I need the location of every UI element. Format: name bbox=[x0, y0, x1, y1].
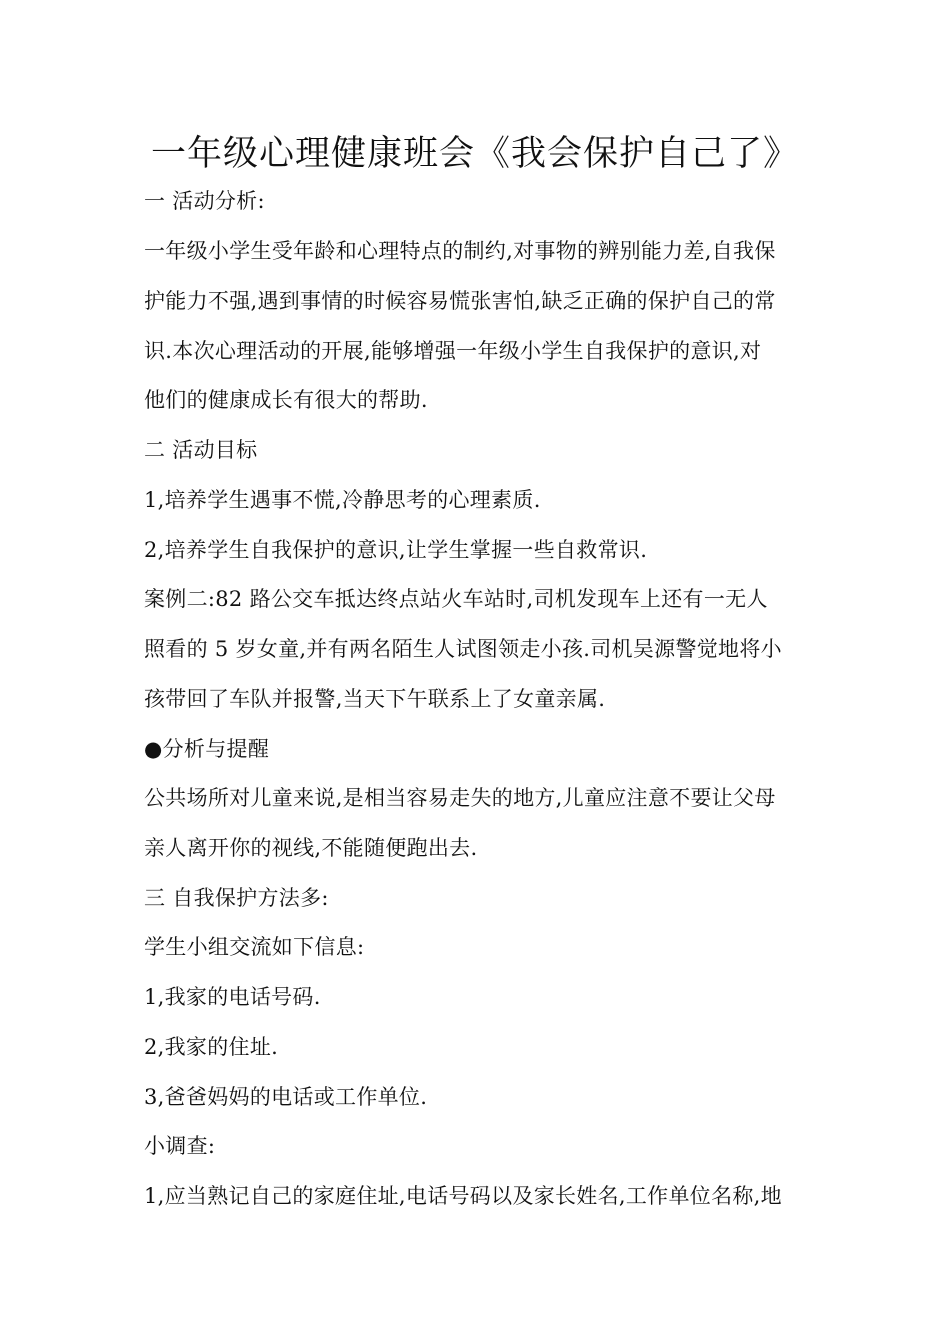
paragraph-line: 亲人离开你的视线,不能随便跑出去. bbox=[144, 836, 478, 860]
list-item: 1,应当熟记自己的家庭住址,电话号码以及家长姓名,工作单位名称,地 bbox=[144, 1184, 782, 1208]
subheading-survey: 小调查: bbox=[144, 1134, 216, 1158]
list-item: 1,培养学生遇事不慌,冷静思考的心理素质. bbox=[144, 488, 541, 512]
list-item: 2,我家的住址. bbox=[144, 1035, 279, 1059]
document-title: 一年级心理健康班会《我会保护自己了》 bbox=[150, 134, 799, 174]
paragraph-line: 照看的 5 岁女童,并有两名陌生人试图领走小孩.司机吴源警觉地将小 bbox=[144, 637, 782, 661]
subheading-analysis-reminder: ●分析与提醒 bbox=[144, 737, 270, 761]
paragraph-line: 孩带回了车队并报警,当天下午联系上了女童亲属. bbox=[144, 687, 606, 711]
list-item: 3,爸爸妈妈的电话或工作单位. bbox=[144, 1085, 428, 1109]
section-heading-analysis: 一 活动分析: bbox=[144, 189, 265, 213]
paragraph-line: 公共场所对儿童来说,是相当容易走失的地方,儿童应注意不要让父母 bbox=[144, 786, 776, 810]
paragraph-line: 护能力不强,遇到事情的时候容易慌张害怕,缺乏正确的保护自己的常 bbox=[144, 289, 776, 313]
section-heading-methods: 三 自我保护方法多: bbox=[144, 886, 329, 910]
list-item: 2,培养学生自我保护的意识,让学生掌握一些自救常识. bbox=[144, 538, 648, 562]
paragraph-line: 一年级小学生受年龄和心理特点的制约,对事物的辨别能力差,自我保 bbox=[144, 239, 776, 263]
section-heading-goals: 二 活动目标 bbox=[144, 438, 258, 462]
paragraph-line: 学生小组交流如下信息: bbox=[144, 935, 365, 959]
paragraph-line: 识.本次心理活动的开展,能够增强一年级小学生自我保护的意识,对 bbox=[144, 339, 762, 363]
paragraph-line: 案例二:82 路公交车抵达终点站火车站时,司机发现车上还有一无人 bbox=[144, 587, 768, 611]
paragraph-line: 他们的健康成长有很大的帮助. bbox=[144, 388, 428, 412]
list-item: 1,我家的电话号码. bbox=[144, 985, 321, 1009]
